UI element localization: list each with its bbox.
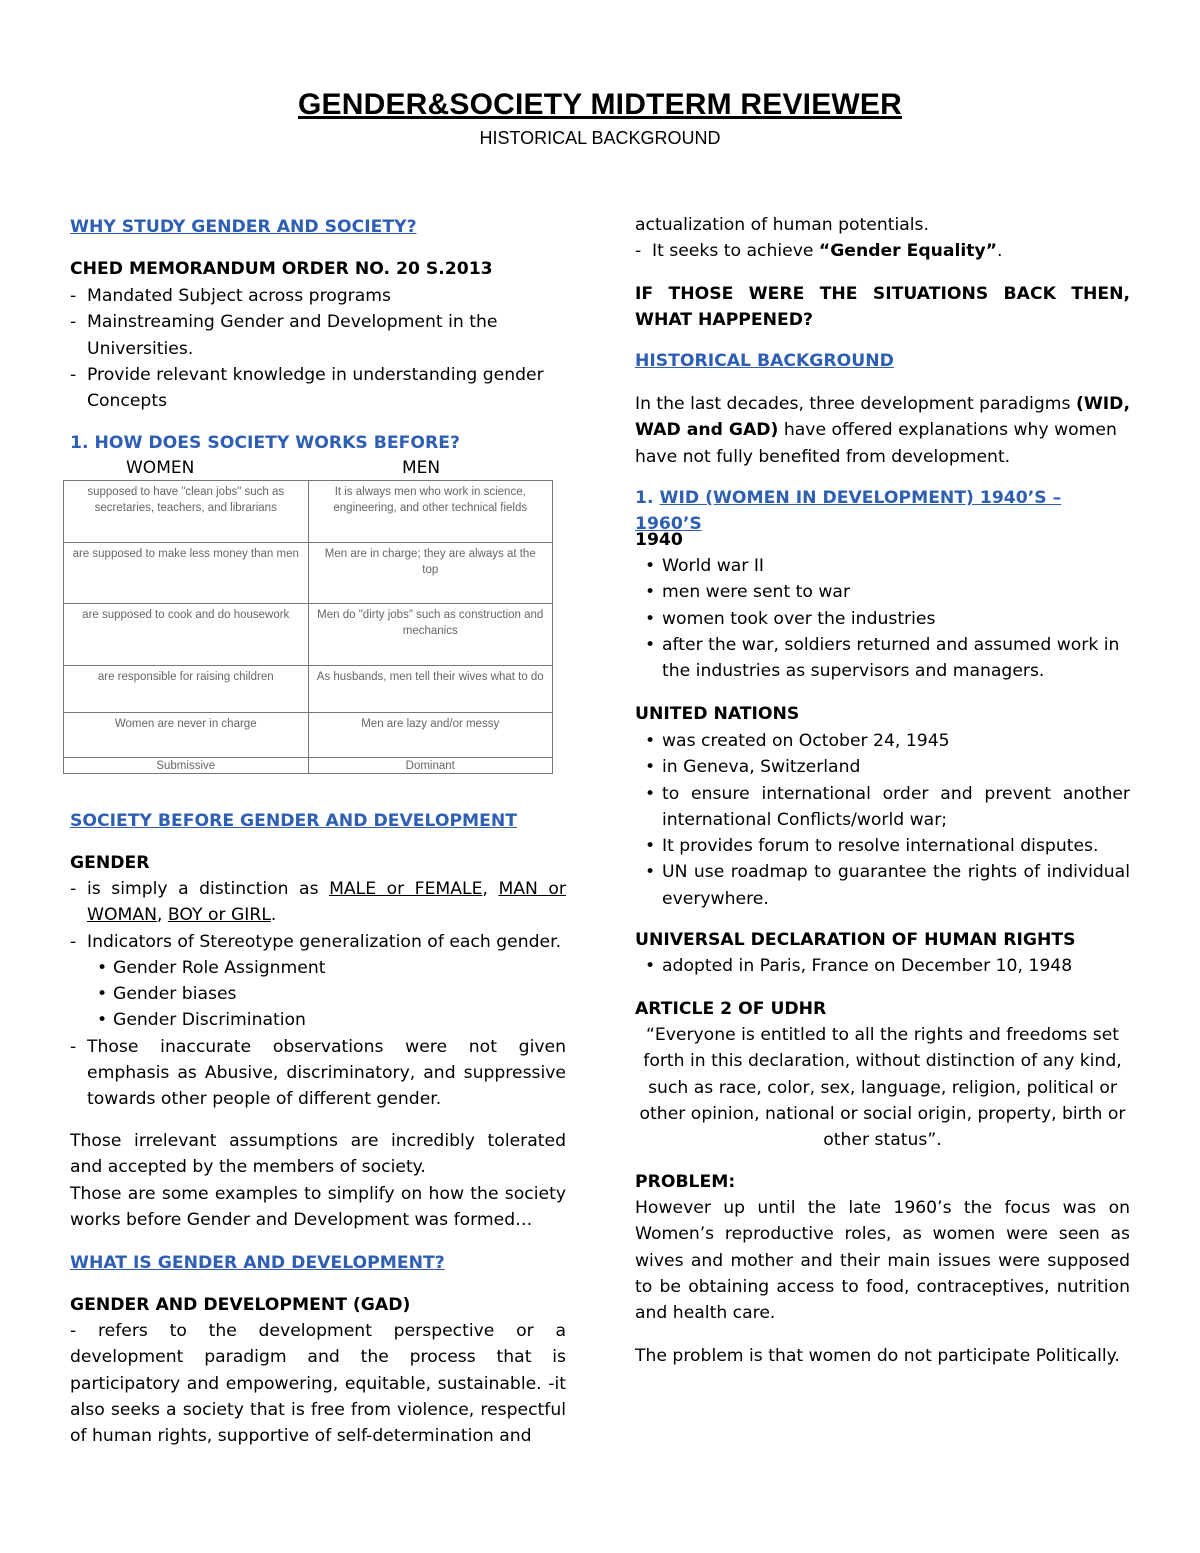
- paragraph: actualization of human potentials.: [635, 215, 929, 235]
- gender-definition: [70, 876, 566, 1113]
- paragraph: Those are some examples to simplify on how the society works before Gender and Development was formed…: [70, 1183, 566, 1230]
- gad-title: GENDER AND DEVELOPMENT (GAD): [70, 1295, 411, 1315]
- men-column-header: MEN: [402, 458, 441, 478]
- ched-list: [70, 283, 566, 414]
- table-cell: Men are in charge; they are always at the top: [308, 543, 553, 604]
- list-item: • UN use roadmap to guarantee the rights of individual everywhere.: [635, 859, 1130, 912]
- table-cell: Dominant: [308, 758, 553, 774]
- table-cell: As husbands, men tell their wives what to do: [308, 666, 553, 713]
- table-cell: supposed to have "clean jobs" such as secretaries, teachers, and librarians: [64, 481, 309, 543]
- un-list: [635, 728, 1130, 912]
- text-segment: .: [270, 905, 277, 926]
- text-segment: is simply a distinction as: [87, 879, 330, 899]
- list-item: • to ensure international order and prevent another international Conflicts/world war;: [635, 781, 1130, 834]
- table-cell: Men are lazy and/or messy: [308, 713, 553, 758]
- women-column-header: WOMEN: [126, 458, 195, 478]
- irrelevant-paragraph: [70, 1128, 566, 1233]
- text-segment: ,: [482, 879, 499, 899]
- list-item: • Gender Discrimination: [70, 1007, 566, 1033]
- list-item: [70, 876, 566, 929]
- year-1940-title: 1940: [635, 530, 683, 550]
- text-segment: It seeks to achieve: [652, 241, 819, 262]
- underlined-term: WID (WOMEN IN DEVELOPMENT) 1940’S – 1960’S: [635, 488, 1062, 535]
- how-society-heading: 1. HOW DOES SOCIETY WORKS BEFORE?: [70, 433, 460, 453]
- list-item: • adopted in Paris, France on December 10, 1948: [635, 953, 1130, 979]
- page-subtitle: HISTORICAL BACKGROUND: [479, 128, 721, 148]
- un-title: UNITED NATIONS: [635, 704, 800, 724]
- table-row: [64, 604, 553, 666]
- gender-title: GENDER: [70, 853, 150, 873]
- list-item: - Mainstreaming Gender and Development in the Universities.: [70, 309, 566, 362]
- table-row: [64, 713, 553, 758]
- list-item: [635, 238, 1130, 264]
- list-item: • was created on October 24, 1945: [635, 728, 1130, 754]
- table-cell: are responsible for raising children: [64, 666, 309, 713]
- table-row: [64, 543, 553, 604]
- page-title: GENDER&SOCIETY MIDTERM REVIEWER: [297, 88, 903, 121]
- article-2-quote: “Everyone is entitled to all the rights and freedoms set forth in this declaration, without distinction of any kind, such as race, color, sex, language, religion, political or other opinion, national or social origin, property, birth or other status”.: [639, 1025, 1126, 1151]
- society-before-heading: SOCIETY BEFORE GENDER AND DEVELOPMENT: [70, 811, 517, 831]
- gender-roles-table: [63, 480, 553, 774]
- list-item: - Mandated Subject across programs: [70, 283, 566, 309]
- table-cell: Women are never in charge: [64, 713, 309, 758]
- paragraph: Those irrelevant assumptions are incredibly tolerated and accepted by the members of society.: [70, 1131, 566, 1178]
- table-cell: are supposed to cook and do housework: [64, 604, 309, 666]
- table-cell: Submissive: [64, 758, 309, 774]
- text-segment: .: [997, 241, 1003, 262]
- list-item: - Indicators of Stereotype generalization of each gender.: [70, 929, 566, 955]
- table-row: [64, 481, 553, 543]
- underlined-term: MAN or WOMAN: [87, 879, 566, 926]
- text-segment: In the last decades, three development paradigms: [635, 394, 1076, 414]
- paradigms-paragraph: [635, 391, 1130, 470]
- bold-term: “Gender Equality”: [818, 241, 997, 262]
- underlined-term: MALE or FEMALE: [329, 879, 483, 899]
- list-item: • World war II: [635, 553, 1130, 579]
- text-segment: ,: [156, 905, 168, 926]
- table-cell: Men do "dirty jobs" such as construction and mechanics: [308, 604, 553, 666]
- gad-text: - refers to the development perspective or a development paradigm and the process that is participatory and empowering, equitable, sustainable. -it also seeks a society that is free from violence, respectful of human rights, supportive of self-determination and: [70, 1321, 566, 1447]
- list-item: • It provides forum to resolve international disputes.: [635, 833, 1130, 859]
- list-item: - Those inaccurate observations were not given emphasis as Abusive, discriminatory, and suppressive towards other people of different gender.: [70, 1034, 566, 1113]
- list-item: • women took over the industries: [635, 606, 1130, 632]
- underlined-term: BOY or GIRL: [167, 905, 271, 926]
- table-cell: are supposed to make less money than men: [64, 543, 309, 604]
- why-study-heading: WHY STUDY GENDER AND SOCIETY?: [70, 217, 417, 237]
- problem-paragraph: However up until the late 1960’s the focus was on Women’s reproductive roles, as women were seen as wives and mother and their main issues were supposed to be obtaining access to food, contraceptives, nutrition and health care.: [635, 1198, 1130, 1324]
- problem-title: PROBLEM:: [635, 1172, 736, 1192]
- list-item: - Provide relevant knowledge in understanding gender Concepts: [70, 362, 566, 415]
- what-is-gad-heading: WHAT IS GENDER AND DEVELOPMENT?: [70, 1253, 445, 1273]
- ched-title: CHED MEMORANDUM ORDER NO. 20 S.2013: [70, 259, 493, 279]
- table-row: [64, 666, 553, 713]
- continued-text: [635, 212, 1130, 265]
- table-cell: It is always men who work in science, engineering, and other technical fields: [308, 481, 553, 543]
- if-those-question: IF THOSE WERE THE SITUATIONS BACK THEN, WHAT HAPPENED?: [635, 284, 1130, 331]
- problem-conclusion: The problem is that women do not participate Politically.: [635, 1346, 1120, 1366]
- bold-term: (WID, WAD and GAD): [635, 394, 1130, 441]
- list-item: • in Geneva, Switzerland: [635, 754, 1130, 780]
- udhr-title: UNIVERSAL DECLARATION OF HUMAN RIGHTS: [635, 930, 1076, 950]
- list-item: • after the war, soldiers returned and assumed work in the industries as supervisors and managers.: [635, 632, 1130, 685]
- article-2-title: ARTICLE 2 OF UDHR: [635, 999, 827, 1019]
- table-footer-row: [64, 758, 553, 774]
- year-1940-list: [635, 553, 1130, 684]
- list-item: • Gender Role Assignment: [70, 955, 566, 981]
- text-segment: 1.: [635, 488, 660, 508]
- list-item: • Gender biases: [70, 981, 566, 1007]
- historical-background-heading: HISTORICAL BACKGROUND: [635, 351, 894, 371]
- text-segment: have offered explanations why women have not fully benefited from development.: [635, 420, 1117, 467]
- list-item: • men were sent to war: [635, 579, 1130, 605]
- udhr-list: [635, 953, 1130, 979]
